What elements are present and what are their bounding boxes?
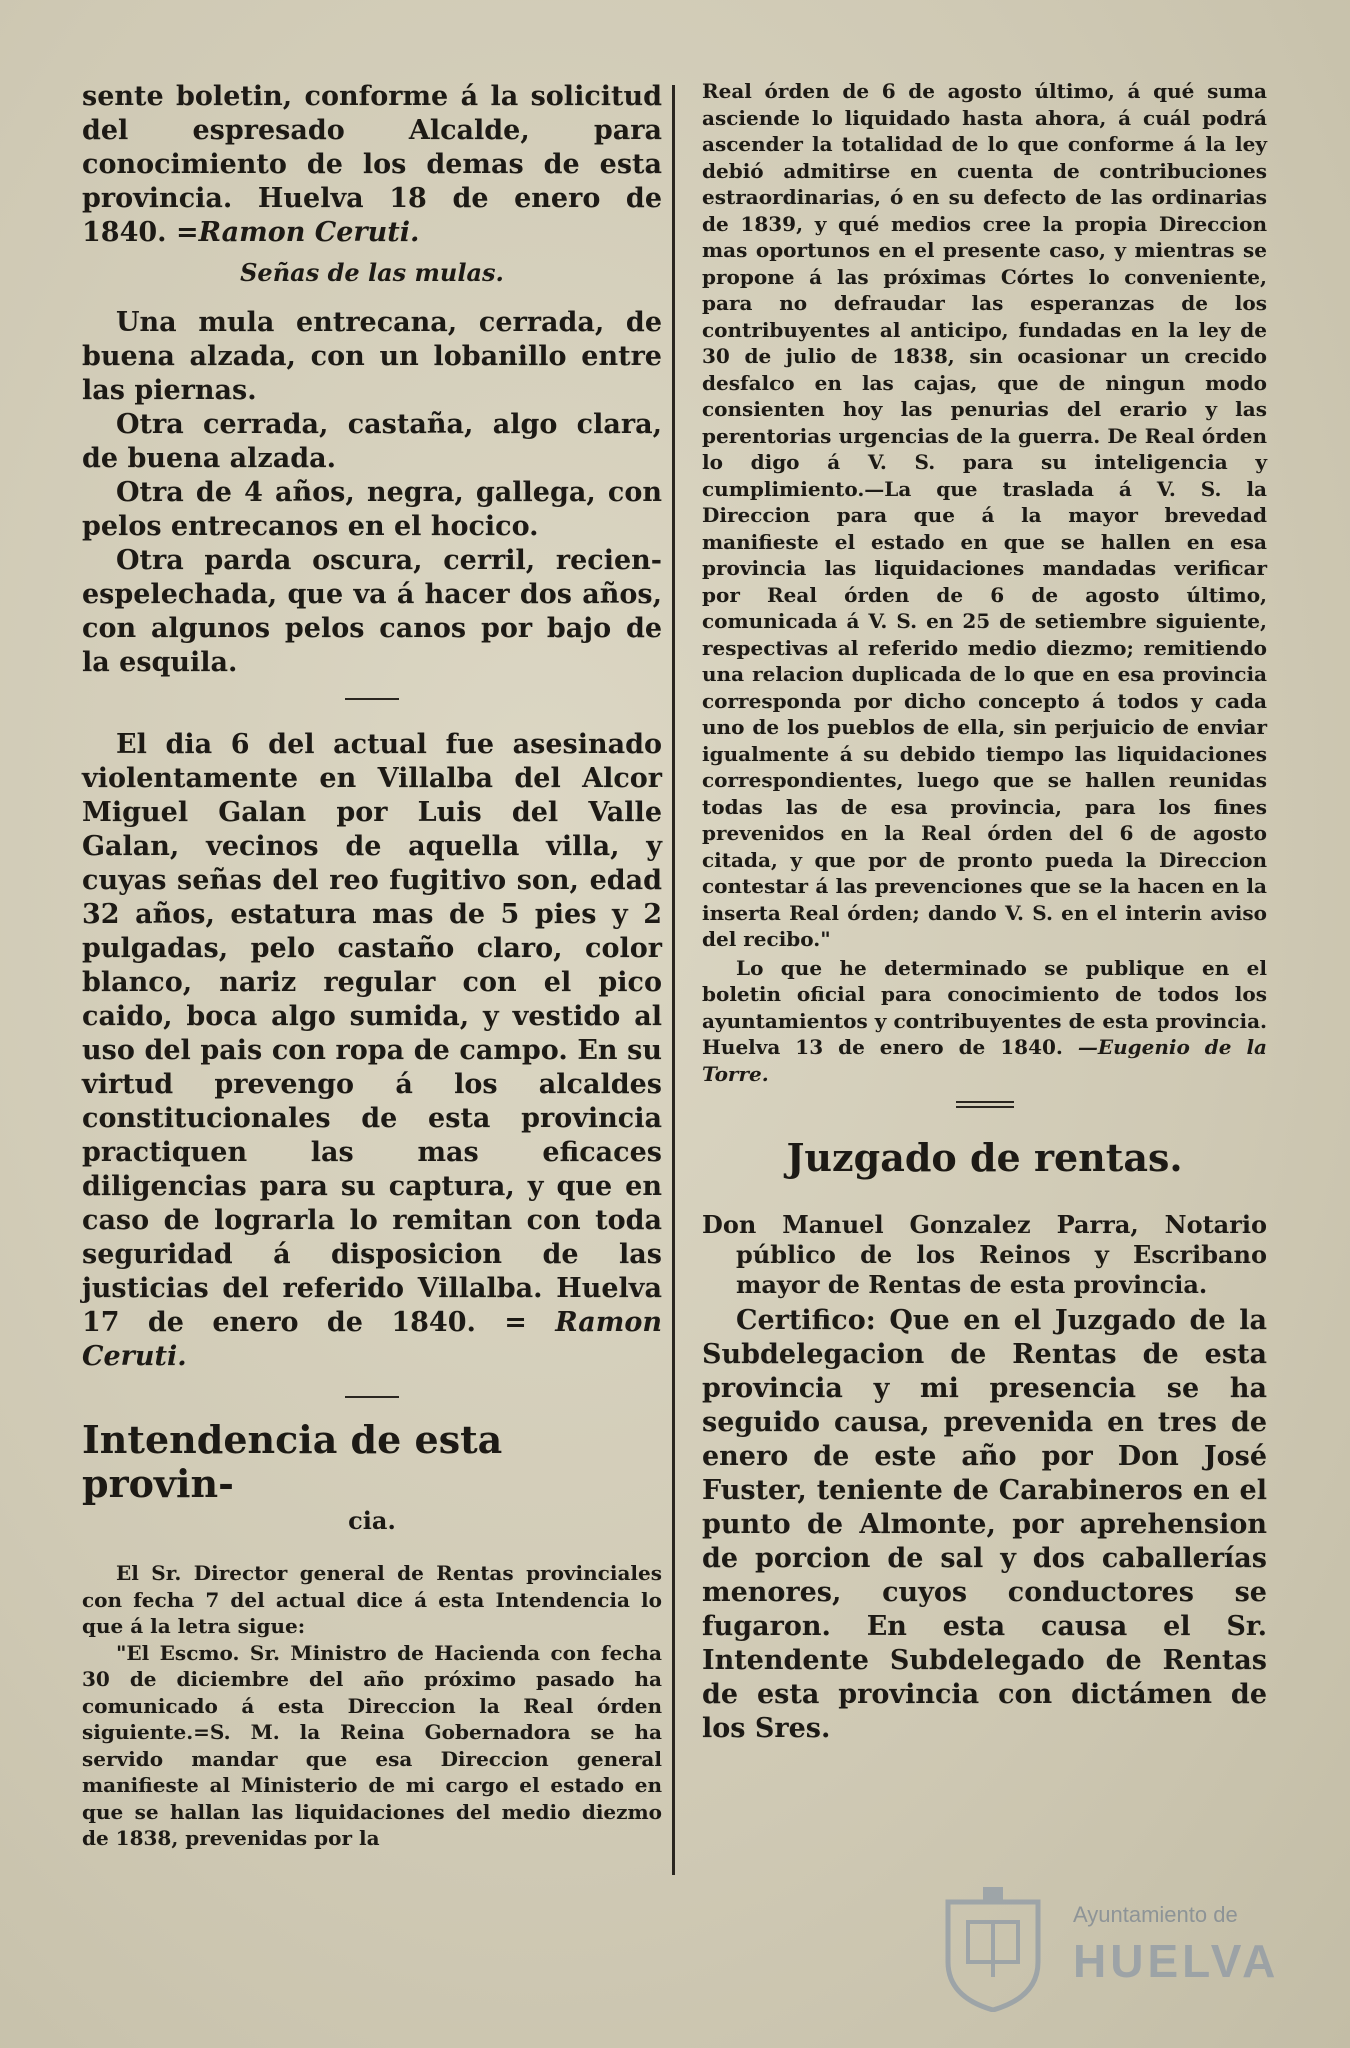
intendencia-title: Intendencia de esta provin-	[82, 1417, 503, 1506]
watermark-text-line1: Ayuntamiento de	[1073, 1902, 1238, 1927]
juzgado-title: Juzgado de rentas.	[786, 1135, 1183, 1180]
column-rule	[672, 85, 675, 1875]
murder-notice	[82, 728, 662, 1374]
mules-heading: Señas de las mulas.	[240, 258, 504, 287]
mule-description-1: Una mula entrecana, cerrada, de buena alzada, con un lobanillo entre las piernas.	[82, 307, 662, 406]
right-column	[702, 78, 1267, 1746]
intendencia-title-cont: cia.	[348, 1506, 396, 1535]
intendencia-intro: El Sr. Director general de Rentas provinciales con fecha 7 del actual dice á esta Intendencia lo que á la letra sigue:	[82, 1561, 662, 1638]
intendencia-order: "El Escmo. Sr. Ministro de Hacienda con fecha 30 de diciembre del año próximo pasado ha comunicado á esta Direccion la Real órden siguiente.=S. M. la Reina Gobernadora se ha servido mandar que esa Direccion general manifieste al Ministerio de mi cargo el estado en que se hallan las liquidaciones del medio diezmo de 1838, prevenidas por la	[82, 1640, 662, 1850]
mule-description-2: Otra cerrada, castaña, algo clara, de buena alzada.	[82, 409, 662, 474]
certification-text: Certifico: Que en el Juzgado de la Subdelegacion de Rentas de esta provincia y mi presencia se ha seguido causa, prevenida en tres de enero de este año por Don José Fuster, teniente de Carabineros en el punto de Almonte, por aprehension de porcion de sal y dos caballerías menores, cuyos conductores se fugaron. En esta causa el Sr. Intendente Subdelegado de Rentas de esta provincia con dictámen de los Sres.	[702, 1305, 1267, 1744]
publication-note	[702, 955, 1267, 1088]
watermark-logo	[938, 1872, 1278, 2022]
intro-signature: =Ramon Ceruti.	[175, 217, 420, 248]
intro-text: sente boletin, conforme á la solicitud del espresado Alcalde, para conocimiento de los demas de esta provincia. Huelva 18 de enero de 1840.	[82, 81, 662, 248]
royal-order-continuation: Real órden de 6 de agosto último, á qué suma asciende lo liquidado hasta ahora, á cuál podrá ascender la totalidad de lo que conforme á la ley debió admitirse en cuenta de contribuciones estraordinarias, ó en su defecto de las ordinarias de 1839, y qué medios cree la propia Direccion mas oportunos en el presente caso, y mientras se propone á las próximas Córtes lo conveniente, para no defraudar las esperanzas de los contribuyentes al anticipo, fundadas en la ley de 30 de julio de 1838, sin ocasionar un crecido desfalco en las cajas, que de ningun modo consienten hoy las penurias del erario y las perentorias urgencias de la guerra. De Real órden lo digo á V. S. para su inteligencia y cumplimiento.—La que traslada á V. S. la Direccion para que á la mayor brevedad manifieste el estado en que se hallen en esa provincia las liquidaciones mandadas verificar por Real órden de 6 de agosto último, comunicada á V. S. en 25 de setiembre siguiente, respectivas al referido medio diezmo; remitiendo una relacion duplicada de lo que en esa provincia corresponda por dicho concepto á todos y cada uno de los pueblos de ella, sin perjuicio de enviar igualmente á su debido tiempo las liquidaciones correspondientes, luego que se hallen reunidas todas las de esa provincia, para los fines prevenidos en la Real órden del 6 de agosto citada, y que por de pronto pueda la Direccion contestar á las prevenciones que se la hacen en la inserta Real órden; dando V. S. en el interin aviso del recibo."	[702, 79, 1267, 951]
mule-description-3: Otra de 4 años, negra, gallega, con pelos entrecanos en el hocico.	[82, 477, 662, 542]
intro-paragraph	[82, 80, 662, 250]
murder-signature: = Ramon Ceruti.	[82, 1307, 662, 1372]
city-shield-icon	[938, 1882, 1048, 2012]
section-divider	[345, 1396, 399, 1398]
publication-signature: —Eugenio de la Torre.	[702, 1035, 1267, 1086]
left-column	[82, 80, 662, 1852]
mule-description-4: Otra parda oscura, cerril, recien-espelechada, que va á hacer dos años, con algunos pelos canos por bajo de la esquila.	[82, 545, 662, 678]
section-divider-double	[956, 1101, 1014, 1108]
publication-text: Lo que he determinado se publique en el boletin oficial para conocimiento de todos los ayuntamientos y contribuyentes de esta provincia. Huelva 13 de enero de 1840.	[702, 955, 1267, 1059]
watermark-text-line2: HUELVA	[1073, 1935, 1280, 1987]
notary-heading: Don Manuel Gonzalez Parra, Notario público de los Reinos y Escribano mayor de Rentas de esta provincia.	[702, 1210, 1267, 1299]
murder-text: El dia 6 del actual fue asesinado violentamente en Villalba del Alcor Miguel Galan por Luis del Valle Galan, vecinos de aquella villa, y cuyas señas del reo fugitivo son, edad 32 años, estatura mas de 5 pies y 2 pulgadas, pelo castaño claro, color blanco, nariz regular con el pico caido, boca algo sumida, y vestido al uso del pais con ropa de campo. En su virtud prevengo á los alcaldes constitucionales de esta provincia practiquen las mas eficaces diligencias para su captura, y que en caso de lograrla lo remitan con toda seguridad á disposicion de las justicias del referido Villalba. Huelva 17 de enero de 1840.	[82, 729, 662, 1338]
section-divider	[345, 698, 399, 700]
